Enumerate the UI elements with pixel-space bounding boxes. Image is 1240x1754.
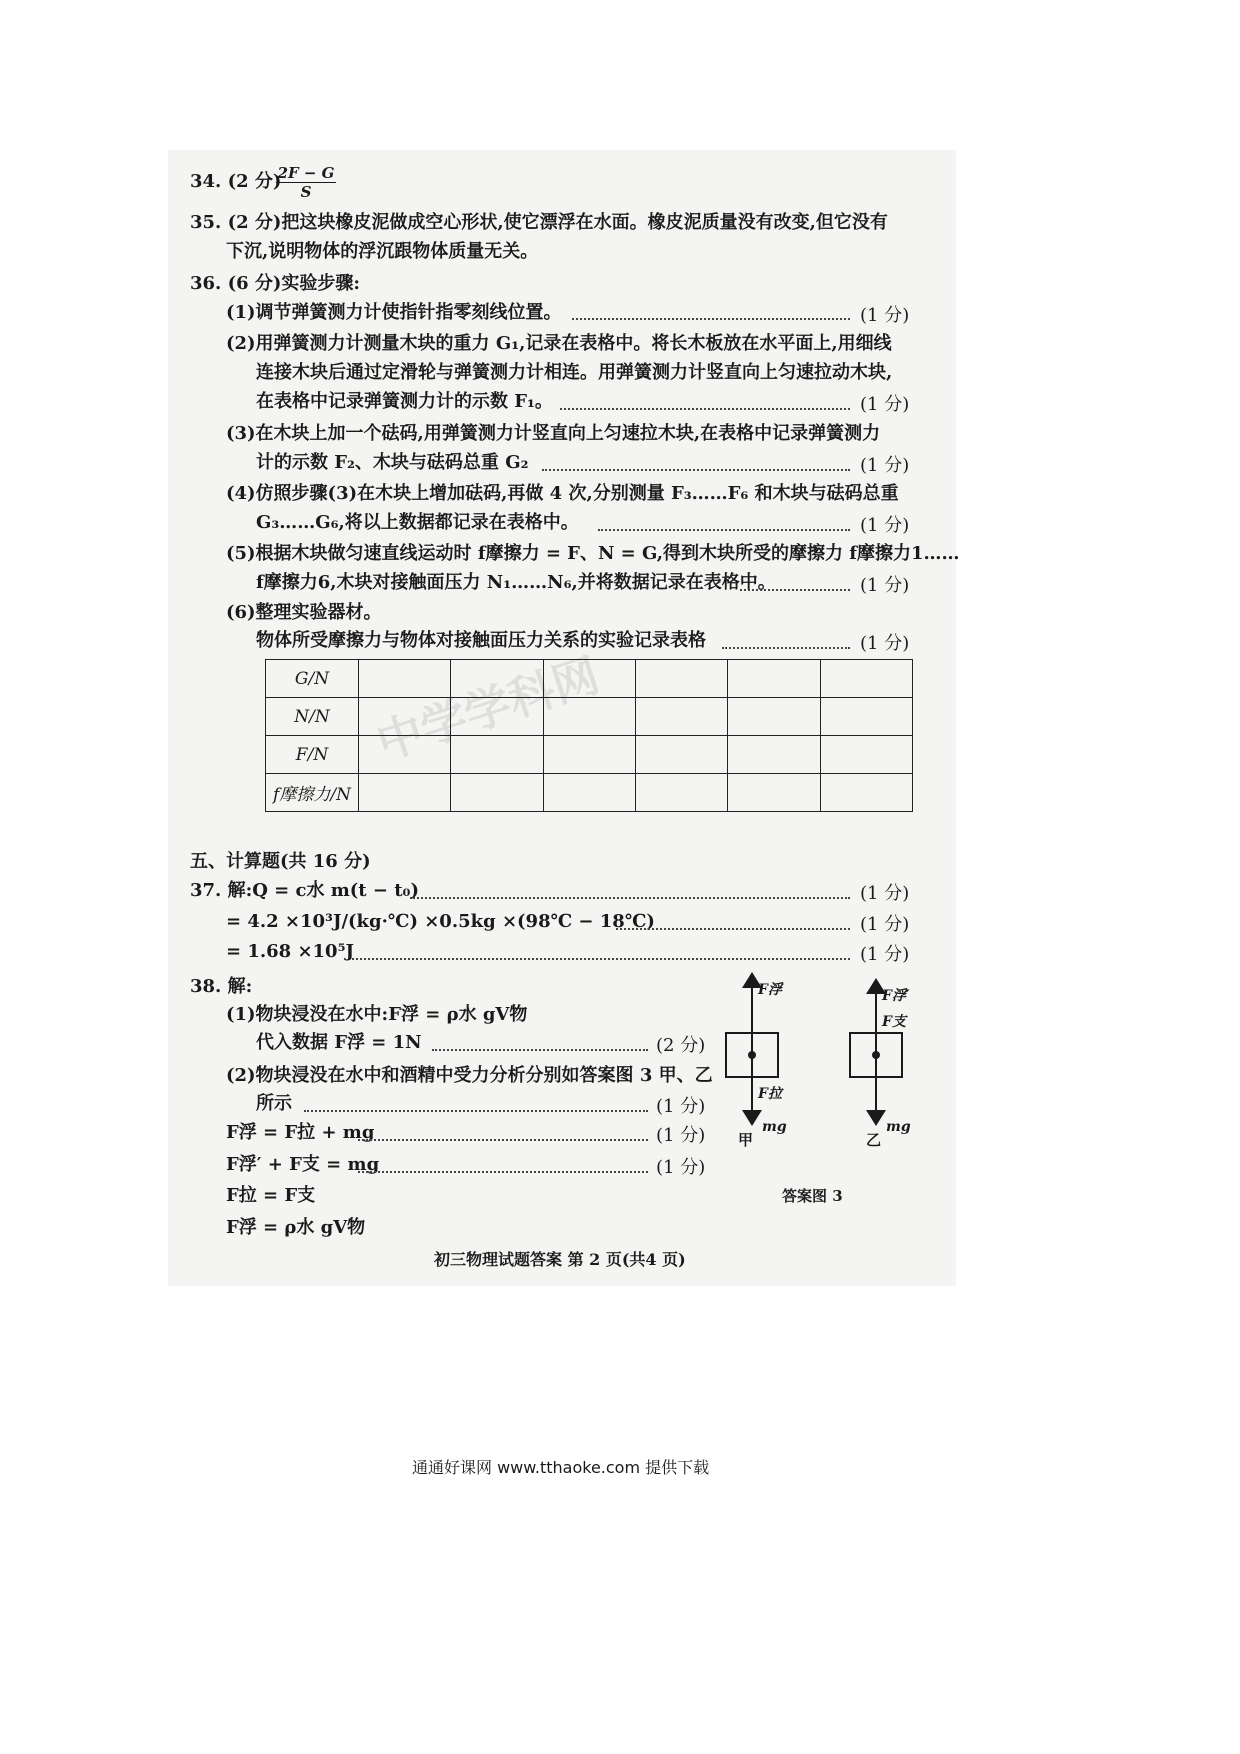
label-mg-yi: mg	[886, 1119, 911, 1135]
q34-denominator: S	[300, 183, 312, 201]
q38-part2-line1: (2)物块浸没在水中和酒精中受力分析分别如答案图 3 甲、乙	[226, 1065, 713, 1086]
q37-line2: = 4.2 ×10³J/(kg·℃) ×0.5kg ×(98℃ − 18℃)	[226, 911, 655, 932]
label-f-support-yi: F支	[882, 1014, 906, 1030]
q36-step2-line2: 连接木块后通过定滑轮与弹簧测力计相连。用弹簧测力计竖直向上匀速拉动木块,	[256, 362, 893, 383]
q38-eq4: F浮 = ρ水 gV物	[226, 1217, 366, 1238]
q36-step2-line1: (2)用弹簧测力计测量木块的重力 G₁,记录在表格中。将长木板放在水平面上,用细线	[226, 333, 892, 354]
q38-eq2: F浮′ + F支 = mg	[226, 1154, 380, 1175]
q37-line1-score: (1 分)	[860, 883, 910, 904]
q35-line1: 35. (2 分)把这块橡皮泥做成空心形状,使它漂浮在水面。橡皮泥质量没有改变,但它没有	[190, 212, 888, 233]
q35-line2: 下沉,说明物体的浮沉跟物体质量无关。	[226, 241, 539, 262]
q38-title: 38. 解:	[190, 976, 253, 997]
label-f-buoyancy-yi: F浮′	[882, 988, 910, 1004]
q34-numerator: 2F − G	[277, 164, 335, 182]
q36-step2-line3: 在表格中记录弹簧测力计的示数 F₁。	[256, 391, 553, 412]
table-title: 物体所受摩擦力与物体对接触面压力关系的实验记录表格	[256, 630, 706, 651]
row-header-f: F/N	[266, 736, 359, 774]
row-header-g: G/N	[266, 660, 359, 698]
page-footer: 初三物理试题答案 第 2 页(共4 页)	[434, 1250, 686, 1269]
center-point-jia	[748, 1051, 756, 1059]
q38-part1b-score: (2 分)	[656, 1035, 706, 1056]
table-title-score: (1 分)	[860, 633, 910, 654]
site-footer: 通通好课网 www.tthaoke.com 提供下载	[412, 1458, 710, 1477]
q37-line3: = 1.68 ×10⁵J	[226, 941, 354, 962]
q38-eq1-score: (1 分)	[656, 1125, 706, 1146]
label-f-buoyancy-jia: F浮	[758, 982, 782, 998]
q36-title: 36. (6 分)实验步骤:	[190, 273, 361, 294]
q36-step3-line1: (3)在木块上加一个砝码,用弹簧测力计竖直向上匀速拉木块,在表格中记录弹簧测力	[226, 423, 881, 444]
q38-part2-line2: 所示	[256, 1093, 292, 1114]
q34-prefix: 34. (2 分)	[190, 171, 282, 192]
q38-eq1: F浮 = F拉 + mg	[226, 1122, 375, 1143]
q37-line2-score: (1 分)	[860, 914, 910, 935]
q36-step3-line2: 计的示数 F₂、木块与砝码总重 G₂	[256, 452, 529, 473]
q36-step1-score: (1 分)	[860, 305, 910, 326]
label-yi: 乙	[866, 1131, 882, 1149]
q36-step4-score: (1 分)	[860, 515, 910, 536]
q36-step1: (1)调节弹簧测力计使指针指零刻线位置。	[226, 302, 562, 323]
label-f-pull-jia: F拉	[758, 1086, 782, 1102]
q36-step6: (6)整理实验器材。	[226, 602, 382, 623]
label-jia: 甲	[738, 1131, 754, 1149]
row-header-n: N/N	[266, 698, 359, 736]
q38-eq2-score: (1 分)	[656, 1157, 706, 1178]
q38-part2-score: (1 分)	[656, 1096, 706, 1117]
q36-step3-score: (1 分)	[860, 455, 910, 476]
figure-caption: 答案图 3	[782, 1187, 843, 1205]
watermark: 中学学科网	[370, 647, 606, 771]
q37-line1: 37. 解:Q = c水 m(t − t₀)	[190, 880, 419, 901]
center-point-yi	[872, 1051, 880, 1059]
section-title: 五、计算题(共 16 分)	[190, 851, 371, 872]
q38-part1: (1)物块浸没在水中:F浮 = ρ水 gV物	[226, 1004, 528, 1025]
q36-step5-score: (1 分)	[860, 575, 910, 596]
q36-step4-line2: G₃……G₆,将以上数据都记录在表格中。	[256, 512, 579, 533]
row-header-friction: f摩擦力/N	[266, 774, 359, 812]
q38-eq3: F拉 = F支	[226, 1185, 316, 1206]
q38-part1b: 代入数据 F浮 = 1N	[256, 1032, 422, 1053]
q37-line3-score: (1 分)	[860, 944, 910, 965]
q36-step2-score: (1 分)	[860, 394, 910, 415]
q36-step5-line2: f摩擦力6,木块对接触面压力 N₁……N₆,并将数据记录在表格中。	[256, 572, 776, 593]
q36-step5-line1: (5)根据木块做匀速直线运动时 f摩擦力 = F、N = G,得到木块所受的摩擦力 f摩擦力1……	[226, 543, 960, 564]
label-mg-jia: mg	[762, 1119, 787, 1135]
q36-step4-line1: (4)仿照步骤(3)在木块上增加砝码,再做 4 次,分别测量 F₃……F₆ 和木块与砝码总重	[226, 483, 899, 504]
